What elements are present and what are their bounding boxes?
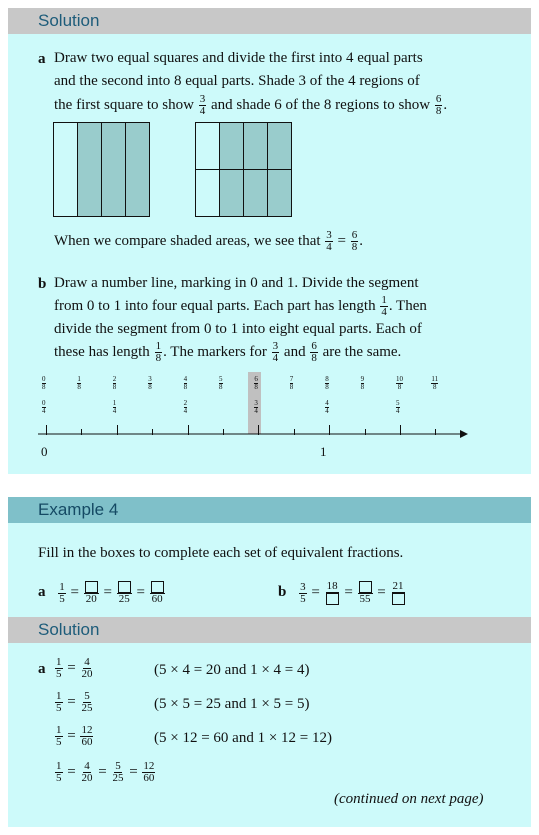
solution-row-note: (5 × 5 = 25 and 1 × 5 = 5) [154, 696, 310, 712]
quarter-tick [188, 425, 189, 435]
solution2-final-row: $\frac{1}{5}$ = $\frac{4}{20}$ = $\frac{5}{25}$ = $\frac{12}{60}$ [56, 760, 155, 785]
solution-panel [8, 8, 531, 474]
compare-sentence: When we compare shaded areas, we see that $\frac{3}{4}$ = $\frac{6}{8}$ . [54, 229, 364, 254]
eighth-cell [195, 169, 220, 217]
part-b-label: b [38, 276, 47, 292]
fraction-three-quarters: $\frac{3}{4}$ [199, 93, 206, 118]
part-a-line-3: the first square to show $\frac{3}{4}$ and shade 6 of the 8 regions to show $\frac{6}{8}$ . [54, 93, 448, 118]
eighth-label: 7 8 [289, 375, 294, 391]
solution-row: $\frac{1}{5}$ = $\frac{12}{60}$ [56, 724, 93, 749]
part-b-line-4: these has length $\frac{1}{8}$ . The markers for $\frac{3}{4}$ and $\frac{6}{8}$ are the same. [54, 340, 402, 365]
eighth-label: 6 8 [254, 375, 258, 391]
part-b-line-2: from 0 to 1 into four equal parts. Each part has length $\frac{1}{4}$ . Then [54, 294, 427, 319]
eighth-tick [365, 429, 366, 435]
quarter-tick [258, 425, 259, 435]
eighth-cell-shaded [243, 122, 268, 170]
quarter-tick [329, 425, 330, 435]
quarter-label: 3 4 [254, 399, 258, 415]
eighth-tick [294, 429, 295, 435]
solution-row: $\frac{1}{5}$ = $\frac{4}{20}$ [56, 656, 93, 681]
part-b-line-1: Draw a number line, marking in 0 and 1. Divide the segment [54, 275, 419, 291]
part-a-line-2: and the second into 8 equal parts. Shade 3 of the 4 regions of [54, 73, 420, 89]
quarter-cell-shaded [125, 122, 150, 217]
quarter-tick [117, 425, 118, 435]
part-a-line-1: Draw two equal squares and divide the first into 4 equal parts [54, 50, 423, 66]
eighth-cell-shaded [219, 122, 244, 170]
quarter-tick [400, 425, 401, 435]
axis-zero-label: 0 [41, 444, 48, 459]
fraction-one-eighth: $\frac{1}{8}$ [155, 340, 162, 365]
eighth-label: 2 8 [112, 375, 117, 391]
answer-box[interactable] [326, 593, 339, 605]
example4-instruction: Fill in the boxes to complete each set of equivalent fractions. [38, 545, 404, 561]
eighth-label: 11 8 [431, 375, 439, 391]
eighth-tick [435, 429, 436, 435]
fraction-six-eighths: $\frac{6}{8}$ [311, 340, 317, 365]
eighth-cell [195, 122, 220, 170]
part-a-label: a [38, 51, 46, 67]
axis-one-label: 1 [320, 444, 327, 459]
fraction-three-quarters: $\frac{3}{4}$ [326, 229, 332, 254]
part-b-line-3: divide the segment from 0 to 1 into eight equal parts. Each of [54, 321, 422, 337]
solution2-a-label: a [38, 661, 46, 677]
quarter-label: 2 4 [183, 399, 188, 415]
quarter-label: 5 4 [396, 399, 400, 415]
eighth-label: 0 8 [42, 375, 46, 391]
quarter-cell-shaded [101, 122, 126, 217]
answer-box[interactable] [151, 581, 164, 593]
eighth-tick [223, 429, 224, 435]
eighth-tick [152, 429, 153, 435]
eighth-label: 10 8 [396, 375, 403, 391]
fraction-six-eighths: $\frac{6}{8}$ [435, 93, 442, 118]
example4-part-a: a $\frac{1}{5}$ = 20 = 25 = 60 [38, 580, 163, 605]
number-line-axis [8, 368, 531, 468]
a-line3-mid: and shade 6 of the 8 regions to show [210, 97, 431, 113]
example4-panel [8, 497, 531, 827]
fraction-three-quarters: $\frac{3}{4}$ [272, 340, 279, 365]
eighth-label: 8 8 [325, 375, 329, 391]
eighth-tick [81, 429, 82, 435]
example4-header: Example 4 [8, 497, 531, 523]
solution-row-note: (5 × 12 = 60 and 1 × 12 = 12) [154, 730, 332, 746]
a-line3-pre: the first square to show [54, 97, 194, 113]
eighth-label: 3 8 [148, 375, 152, 391]
answer-box[interactable] [118, 581, 131, 593]
answer-box[interactable] [359, 581, 372, 593]
eighth-cell-shaded [219, 169, 244, 217]
eighth-label: 4 8 [183, 375, 188, 391]
quarter-tick [46, 425, 47, 435]
eighth-cell-shaded [267, 169, 292, 217]
eighth-label: 9 8 [360, 375, 365, 391]
answer-box[interactable] [85, 581, 98, 593]
example4-part-b: b $\frac{3}{5}$ = 18 = 55 = 21 [278, 580, 404, 605]
number-line [8, 368, 531, 468]
solution-header: Solution [8, 8, 531, 34]
solution2-header: Solution [8, 617, 531, 643]
quarter-label: 1 4 [112, 399, 117, 415]
fraction-six-eighths: $\frac{6}{8}$ [351, 229, 358, 254]
solution-row-note: (5 × 4 = 20 and 1 × 4 = 4) [154, 662, 310, 678]
eighth-label: 1 8 [77, 375, 81, 391]
square-eighths [195, 122, 292, 217]
quarter-cell [53, 122, 78, 217]
eighth-cell-shaded [243, 169, 268, 217]
solution-row: $\frac{1}{5}$ = $\frac{5}{25}$ [56, 690, 93, 715]
quarter-label: 4 4 [325, 399, 329, 415]
answer-box[interactable] [392, 593, 405, 605]
square-quarters [53, 122, 150, 217]
fraction-one-quarter: $\frac{1}{4}$ [381, 294, 387, 319]
quarter-label: 0 4 [42, 399, 46, 415]
eighth-label: 5 8 [219, 375, 223, 391]
eighth-cell-shaded [267, 122, 292, 170]
continued-note: (continued on next page) [334, 791, 484, 807]
quarter-cell-shaded [77, 122, 102, 217]
